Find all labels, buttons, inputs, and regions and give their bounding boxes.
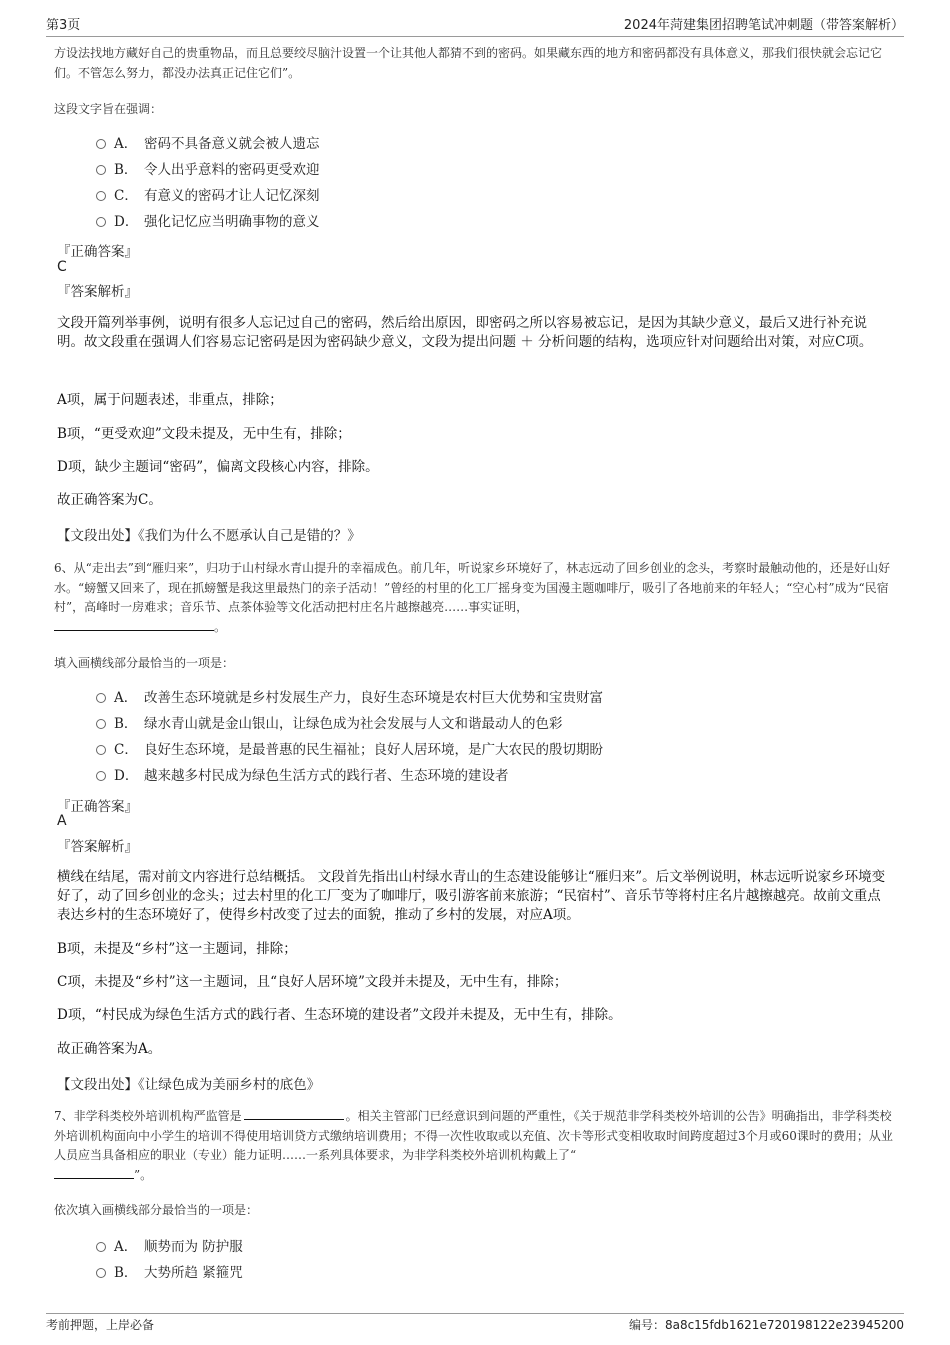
q7-option-a[interactable]: A． 顺势而为 防护服 xyxy=(96,1237,243,1257)
q6-analysis-item: D项，“村民成为绿色生活方式的践行者、生态环境的建设者”文段并未提及，无中生有，排除。 xyxy=(57,1007,622,1023)
q5-option-b[interactable]: B． 令人出乎意料的密码更受欢迎 xyxy=(96,160,320,180)
q5-analysis-label: 『答案解析』 xyxy=(57,284,138,300)
radio-icon[interactable] xyxy=(96,139,106,149)
radio-icon[interactable] xyxy=(96,165,106,175)
q6-stem: 6、从“走出去”到“雁归来”，归功于山村绿水青山提升的幸福成色。前几年，听说家乡环境好了，林志远动了回乡创业的念头，考察时最触动他的，还是好山好水。“螃蟹又回来了，现在抓螃蟹是我这里最热门的亲子活动！”曾经的村里的化工厂摇身变为国漫主题咖啡厅，吸引了各地前来的年轻人；“空心村”成为“民宿村”，高峰时一房难求；音乐节、点茶体验等文化活动把村庄名片越擦越亮……事实证明， 。 xyxy=(54,561,891,634)
q5-analysis-item: A项，属于问题表述，非重点，排除； xyxy=(57,392,283,408)
document-code: 编号：8a8c15fdb1621e720198122e23945200 xyxy=(628,1318,904,1332)
q5-prompt: 这段文字旨在强调： xyxy=(54,102,163,116)
radio-icon[interactable] xyxy=(96,1242,106,1252)
q6-conclusion: 故正确答案为A。 xyxy=(57,1041,162,1057)
q6-option-b[interactable]: B． 绿水青山就是金山银山，让绿色成为社会发展与人文和谐最动人的色彩 xyxy=(96,714,563,734)
q5-option-d[interactable]: D． 强化记忆应当明确事物的意义 xyxy=(96,212,320,232)
q6-option-a[interactable]: A． 改善生态环境就是乡村发展生产力，良好生态环境是农村巨大优势和宝贵财富 xyxy=(96,688,603,708)
q5-analysis-item: B项，“更受欢迎”文段未提及，无中生有，排除； xyxy=(57,426,351,442)
radio-icon[interactable] xyxy=(96,693,106,703)
q5-option-c[interactable]: C． 有意义的密码才让人记忆深刻 xyxy=(96,186,320,206)
q6-answer: A xyxy=(57,813,67,829)
document-title: 2024年菏建集团招聘笔试冲刺题（带答案解析） xyxy=(623,18,904,33)
q5-passage-tail: 方设法找地方藏好自己的贵重物品，而且总要绞尽脑汁设置一个让其他人都猜不到的密码。如果藏东西的地方和密码都没有具体意义，那我们很快就会忘记它们。不管怎么努力，都没办法真正记住它们”。 xyxy=(54,46,883,80)
q6-option-c[interactable]: C． 良好生态环境，是最普惠的民生福祉；良好人居环境，是广大农民的殷切期盼 xyxy=(96,740,603,760)
page-number: 第3页 xyxy=(46,18,81,33)
q5-conclusion: 故正确答案为C。 xyxy=(57,492,162,508)
fill-blank xyxy=(54,618,214,631)
page-header xyxy=(46,14,904,37)
radio-icon[interactable] xyxy=(96,745,106,755)
q7-prompt: 依次填入画横线部分最恰当的一项是： xyxy=(54,1203,259,1217)
radio-icon[interactable] xyxy=(96,719,106,729)
q6-analysis-main: 横线在结尾，需对前文内容进行总结概括。 文段首先指出山村绿水青山的生态建设能够让“雁归来”。后文举例说明，林志远听说家乡环境变好了，动了回乡创业的念头；过去村里的化工厂变为了咖啡厅，吸引游客前来旅游；“民宿村”、音乐节等将村庄名片越擦越亮。故前文重点表达乡村的生态环境好了，使得乡村改变了过去的面貌，推动了乡村的发展，对应A项。 xyxy=(57,869,886,923)
radio-icon[interactable] xyxy=(96,771,106,781)
q6-option-d[interactable]: D． 越来越多村民成为绿色生活方式的践行者、生态环境的建设者 xyxy=(96,766,509,786)
fill-blank xyxy=(54,1166,134,1179)
q6-analysis-item: C项，未提及“乡村”这一主题词，且“良好人居环境”文段并未提及，无中生有，排除； xyxy=(57,974,568,990)
q6-analysis-item: B项，未提及“乡村”这一主题词，排除； xyxy=(57,941,297,957)
q6-answer-label: 『正确答案』 xyxy=(57,799,138,815)
q5-analysis-item: D项，缺少主题词“密码”，偏离文段核心内容，排除。 xyxy=(57,459,379,475)
q5-answer: C xyxy=(57,259,67,275)
q5-answer-label: 『正确答案』 xyxy=(57,244,138,260)
q5-source: 【文段出处】《我们为什么不愿承认自己是错的？》 xyxy=(57,528,361,544)
q5-analysis-main: 文段开篇列举事例，说明有很多人忘记过自己的密码，然后给出原因，即密码之所以容易被忘记，是因为其缺少意义，最后又进行补充说明。故文段重在强调人们容易忘记密码是因为密码缺少意义，文段为提出问题 ＋ 分析问题的结构，选项应针对问题给出对策，对应C项。 xyxy=(57,315,873,350)
fill-blank xyxy=(244,1107,344,1120)
radio-icon[interactable] xyxy=(96,217,106,227)
q6-analysis-label: 『答案解析』 xyxy=(57,839,138,855)
q7-stem: 7、非学科类校外培训机构严监管是 。相关主管部门已经意识到问题的严重性，《关于规范非学科类校外培训的公告》明确指出，非学科类校外培训机构面向中小学生的培训不得使用培训贷方式缴纳培训费用；不得一次性收取或以充值、次卡等形式变相收取时间跨度超过3个月或60课时的费用；从业人员应当具备相应的职业（专业）能力证明……一系列具体要求，为非学科类校外培训机构戴上了“ ”。 xyxy=(54,1109,893,1182)
q5-option-a[interactable]: A． 密码不具备意义就会被人遗忘 xyxy=(96,134,320,154)
q7-option-b[interactable]: B． 大势所趋 紧箍咒 xyxy=(96,1263,243,1283)
footer-slogan: 考前押题，上岸必备 xyxy=(46,1318,155,1332)
page-footer xyxy=(46,1313,904,1334)
radio-icon[interactable] xyxy=(96,1268,106,1278)
q6-prompt: 填入画横线部分最恰当的一项是： xyxy=(54,656,235,670)
q6-source: 【文段出处】《让绿色成为美丽乡村的底色》 xyxy=(57,1077,321,1093)
radio-icon[interactable] xyxy=(96,191,106,201)
